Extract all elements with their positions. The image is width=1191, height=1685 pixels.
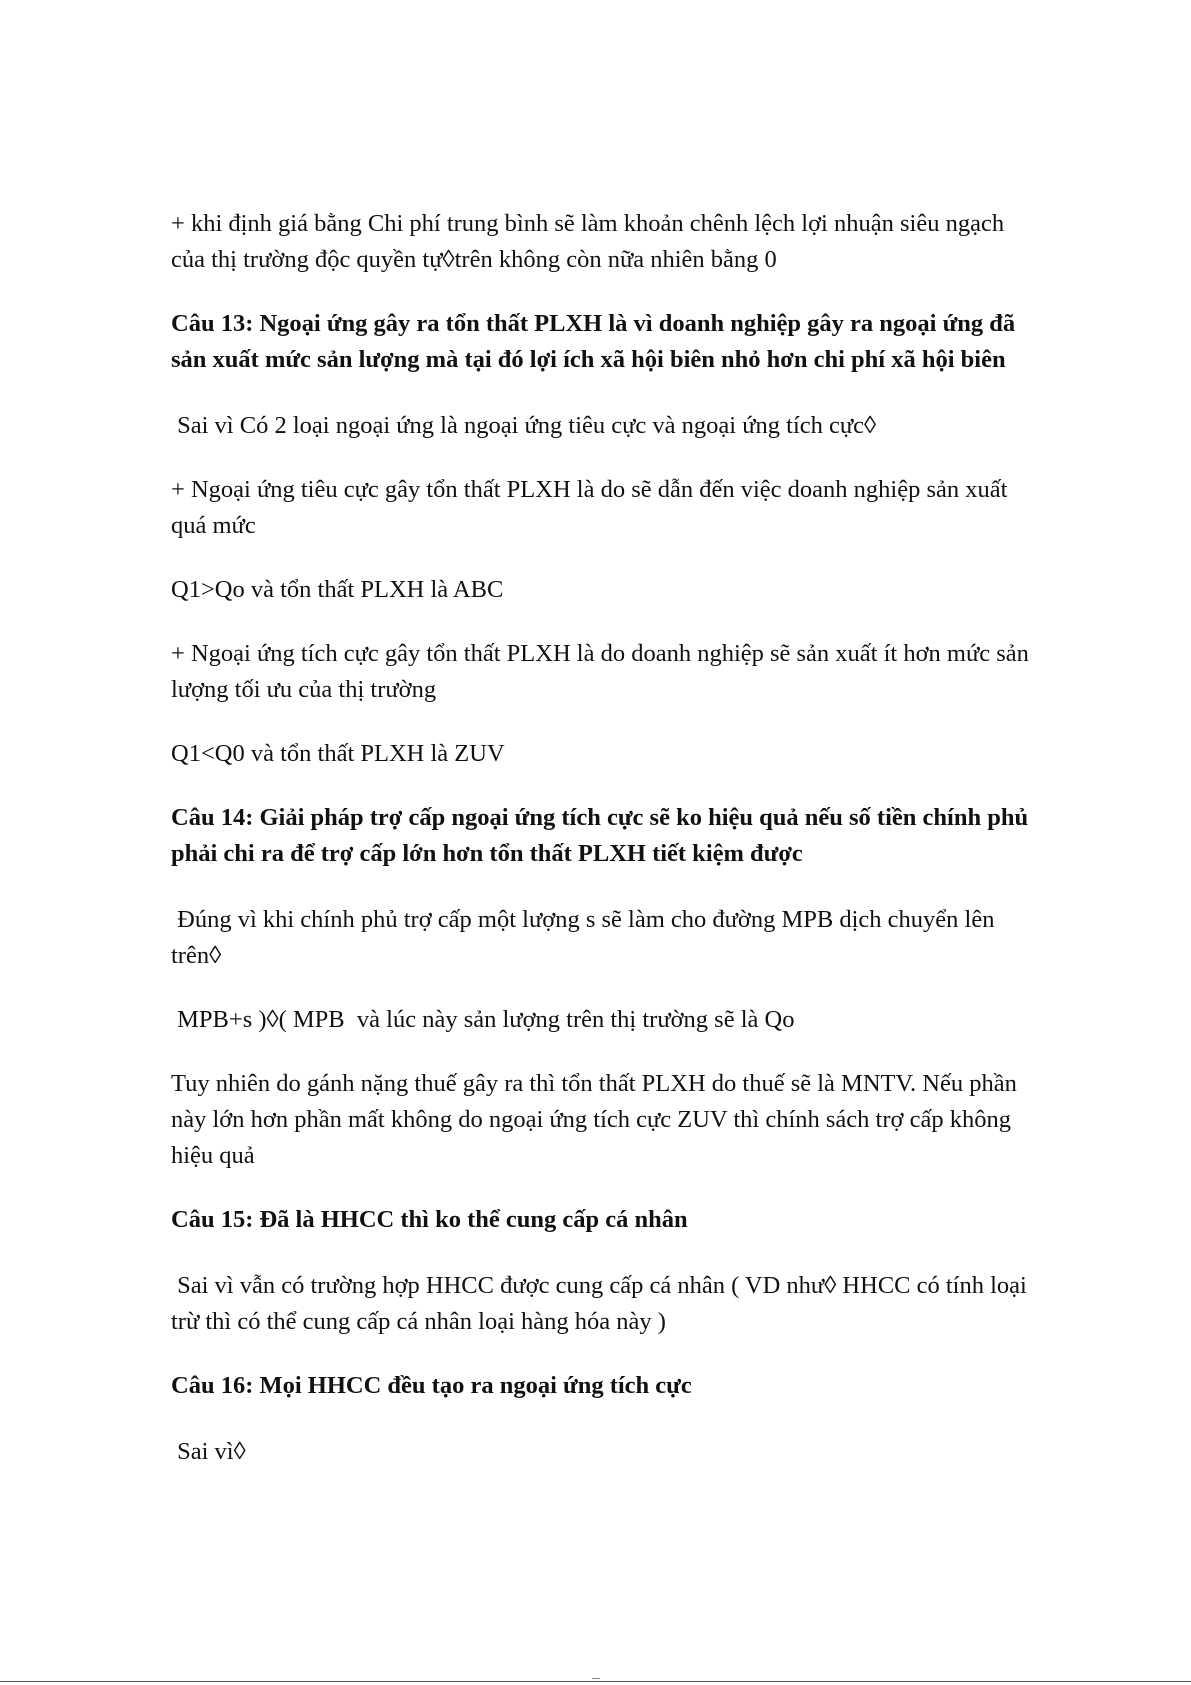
- answer-paragraph: + Ngoại ứng tích cực gây tổn thất PLXH là do doanh nghiệp sẽ sản xuất ít hơn mức sản lượng tối ưu của thị trường: [171, 640, 1036, 703]
- answer-paragraph: Sai vì◊: [171, 1438, 246, 1465]
- answer-paragraph: Đúng vì khi chính phủ trợ cấp một lượng s sẽ làm cho đường MPB dịch chuyển lên trên◊: [171, 906, 1001, 969]
- answer-paragraph: + Ngoại ứng tiêu cực gây tổn thất PLXH là do sẽ dẫn đến việc doanh nghiệp sản xuất quá mức: [171, 476, 1014, 539]
- page-bottom-tick: [592, 1678, 600, 1679]
- answer-paragraph: Tuy nhiên do gánh nặng thuế gây ra thì tổn thất PLXH do thuế sẽ là MNTV. Nếu phần này lớn hơn phần mất không do ngoại ứng tích cực ZUV thì chính sách trợ cấp không hiệu quả: [171, 1070, 1023, 1169]
- answer-paragraph: Q1<Q0 và tổn thất PLXH là ZUV: [171, 740, 505, 767]
- answer-paragraph: Sai vì vẫn có trường hợp HHCC được cung cấp cá nhân ( VD như◊ HHCC có tính loại trừ thì có thể cung cấp cá nhân loại hàng hóa này ): [171, 1272, 1033, 1335]
- question-13-heading: Câu 13: Ngoại ứng gây ra tổn thất PLXH là vì doanh nghiệp gây ra ngoại ứng đã sản xuất mức sản lượng mà tại đó lợi ích xã hội biên nhỏ hơn chi phí xã hội biên: [171, 310, 1022, 373]
- document-body: [171, 206, 1036, 1498]
- answer-paragraph: MPB+s )◊( MPB và lúc này sản lượng trên thị trường sẽ là Qo: [171, 1006, 795, 1033]
- question-16-heading: Câu 16: Mọi HHCC đều tạo ra ngoại ứng tích cực: [171, 1372, 692, 1399]
- answer-paragraph: Q1>Qo và tổn thất PLXH là ABC: [171, 576, 504, 603]
- question-14-heading: Câu 14: Giải pháp trợ cấp ngoại ứng tích cực sẽ ko hiệu quả nếu số tiền chính phủ phải chi ra để trợ cấp lớn hơn tổn thất PLXH tiết kiệm được: [171, 804, 1035, 867]
- answer-paragraph: Sai vì Có 2 loại ngoại ứng là ngoại ứng tiêu cực và ngoại ứng tích cực◊: [171, 412, 877, 439]
- page-bottom-rule: [0, 1681, 1191, 1682]
- answer-paragraph: + khi định giá bằng Chi phí trung bình sẽ làm khoản chênh lệch lợi nhuận siêu ngạch của thị trường độc quyền tự◊trên không còn nữa nhiên bằng 0: [171, 210, 1011, 273]
- question-15-heading: Câu 15: Đã là HHCC thì ko thể cung cấp cá nhân: [171, 1206, 688, 1233]
